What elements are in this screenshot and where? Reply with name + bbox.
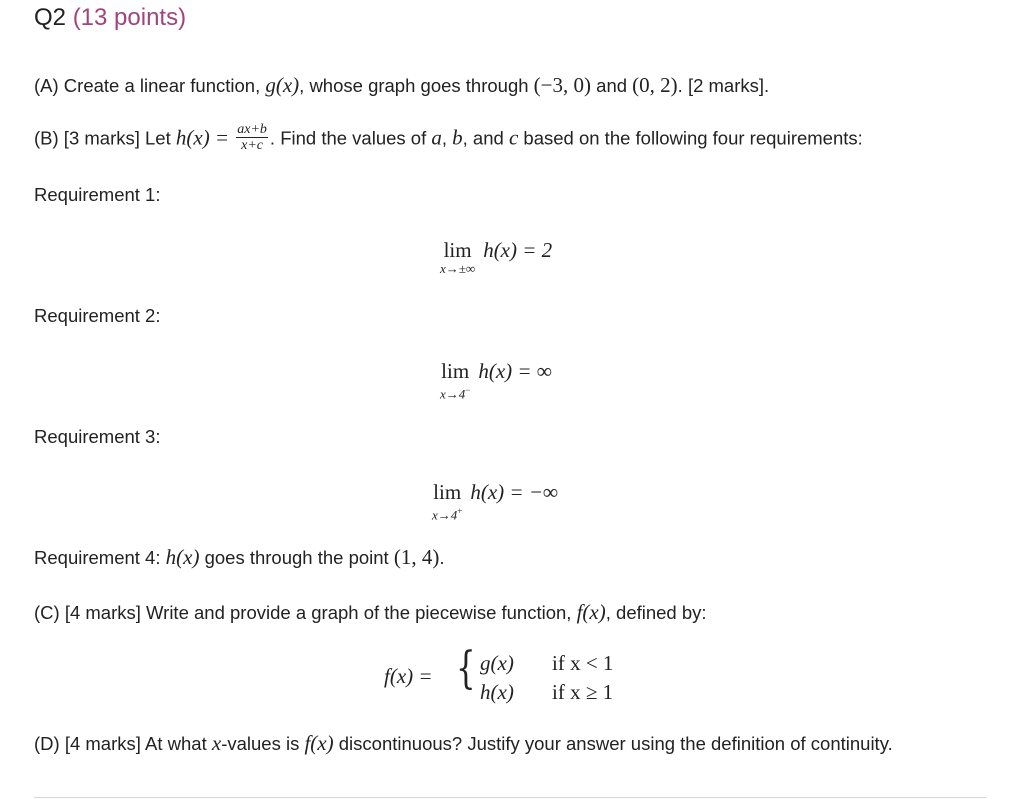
limit-operator [440,238,475,276]
part-b-post1: . Find the values of [269,127,432,149]
limit-expression-text: h(x) = ∞ [478,359,552,383]
part-b [34,124,863,155]
part-a-mid: , whose graph goes through [299,75,534,96]
lim-subscript [432,504,462,522]
piecewise-lhs-text: f(x) = [384,664,433,688]
part-a-fn: g(x) [265,73,300,97]
lim-subscript-text: x→4 [440,386,466,402]
fraction-denominator: x+c [241,138,264,153]
part-b-fn: h(x) = [175,125,230,150]
var-c: c [508,125,519,150]
part-c-pre: (C) [4 marks] Write and provide a graph of the piecewise function, [34,602,577,623]
case1-fn-text: g(x) [480,651,514,675]
requirement-2-label: Requirement 2: [34,305,161,326]
requirement-4-post: . [439,547,445,568]
part-a-pre: (A) Create a linear function, [34,75,266,96]
requirement-3-label: Requirement 3: [34,426,161,447]
part-c-post: , defined by: [605,602,707,623]
part-a-point1: (−3, 0) [533,73,592,97]
var-b: b [452,125,463,150]
part-d-x: x [211,731,222,755]
piecewise-case1-cond: if x < 1 [552,651,614,675]
piecewise-case1-fn [480,651,514,676]
points-label: (13 points) [72,4,187,31]
limit-expression [483,238,552,262]
requirement-4 [34,545,444,570]
lim-subscript [440,383,470,401]
case2-fn-text: h(x) [480,680,514,704]
requirement-1-limit [440,238,552,276]
piecewise-brace: { [456,643,476,694]
question-label: Q2 [34,4,67,31]
part-b-pre: (B) [3 marks] Let [34,127,176,149]
part-c [34,600,707,625]
part-d-mid: -values is [221,733,305,754]
lim-subscript-sign: + [457,506,463,516]
requirement-2-limit [440,359,552,401]
lim-word: lim [433,480,462,504]
part-a-and: and [591,75,633,96]
part-a [34,73,769,98]
part-d [34,731,893,756]
part-d-pre: (D) [4 marks] At what [34,733,212,754]
lim-subscript: x→±∞ [440,261,476,276]
limit-expression [478,359,551,383]
part-b-post2: based on the following four requirements: [518,127,863,149]
part-a-post: . [2 marks]. [677,75,770,96]
fraction-numerator: ax+b [237,122,267,137]
part-b-and: , and [462,127,509,149]
requirement-4-pre: Requirement 4: [34,547,166,568]
var-a: a [431,125,442,150]
part-c-fn: f(x) [576,600,606,624]
part-d-post: discontinuous? Justify your answer using the definition of continuity. [333,733,893,754]
part-b-fraction [236,122,268,153]
question-title [34,4,186,32]
piecewise-case2-cond: if x ≥ 1 [552,680,614,704]
part-d-fn: f(x) [304,731,334,755]
limit-operator [432,480,462,522]
bottom-divider [34,797,986,798]
requirement-3-limit [432,480,558,522]
limit-expression-text: h(x) = 2 [483,238,553,262]
requirement-1-label: Requirement 1: [34,184,161,205]
lim-word: lim [441,359,470,383]
limit-expression [470,480,558,504]
lim-subscript-sign: − [465,385,471,395]
piecewise-lhs [384,664,433,689]
lim-subscript-text: x→4 [432,507,458,523]
piecewise-case2-fn [480,680,514,705]
requirement-4-point: (1, 4) [393,545,440,569]
limit-operator [440,359,470,401]
part-b-comma: , [441,127,453,149]
limit-expression-text: h(x) = −∞ [470,480,558,504]
requirement-4-mid: goes through the point [199,547,394,568]
lim-word: lim [443,238,472,262]
requirement-4-fn: h(x) [165,545,200,569]
part-a-point2: (0, 2) [632,73,678,97]
